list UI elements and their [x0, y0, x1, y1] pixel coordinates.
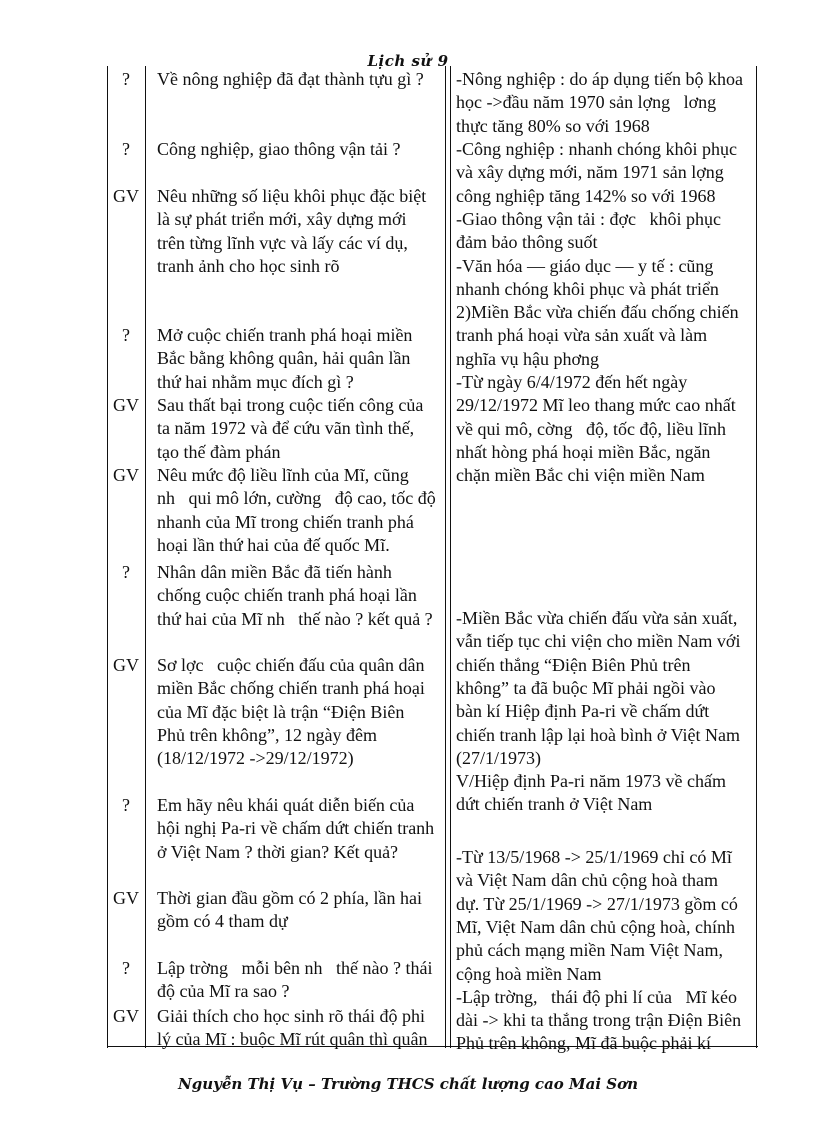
answer-line: -Từ 13/5/1968 -> 25/1/1969 chỉ có Mĩ — [456, 847, 732, 867]
answer-line: (27/1/1973) — [456, 747, 541, 768]
answer-line: -Miền Bắc vừa chiến đấu vừa sản xuất, — [456, 608, 738, 628]
answer-line: -Từ ngày 6/4/1972 đến hết ngày — [456, 372, 688, 392]
answer-line: phủ cách mạng miền Nam Việt Nam, — [456, 940, 724, 961]
question-line: tạo thế đàm phán — [157, 441, 281, 462]
row-label: ? — [122, 958, 130, 978]
answer-line: chiến tranh lập lại hoà bình ở Việt Nam — [456, 724, 741, 745]
answer-line: học ->đầu năm 1970 sản lợng lơng — [456, 92, 717, 113]
question-line: Giải thích cho học sinh rõ thái độ phi — [157, 1006, 425, 1026]
row-label: ? — [122, 69, 130, 89]
question-line: của Mĩ đặc biệt là trận “Điện Biên — [157, 701, 405, 722]
question-line: Phủ trên không”, 12 ngày đêm — [157, 724, 377, 745]
answer-line: dự. Từ 25/1/1969 -> 27/1/1973 gồm có — [456, 893, 738, 914]
question-line: Lập trờng mỗi bên nh thế nào ? thái — [157, 958, 433, 978]
answer-line: Phủ trên không, Mĩ đã buộc phải kí — [456, 1033, 711, 1054]
question-line: độ của Mĩ ra sao ? — [157, 981, 290, 1002]
question-line: hoại lần thứ hai của đế quốc Mĩ. — [157, 534, 390, 555]
question-line: nh qui mô lớn, cường độ cao, tốc độ — [157, 488, 436, 509]
question-line: thứ hai của Mĩ nh thế nào ? kết quả ? — [157, 608, 433, 629]
row-label: GV — [113, 395, 139, 415]
answer-line: thực tăng 80% so với 1968 — [456, 115, 650, 136]
question-line: chống cuộc chiến tranh phá hoại lần — [157, 585, 417, 606]
row-label: GV — [113, 186, 139, 206]
row-label: GV — [113, 465, 139, 485]
row-label: ? — [122, 325, 130, 345]
row-label: ? — [122, 562, 130, 582]
question-line: là sự phát triển mới, xây dựng mới — [157, 209, 407, 230]
table-border-right — [756, 66, 757, 1048]
question-line: gồm có 4 tham dự — [157, 911, 288, 932]
question-line: tranh ảnh cho học sinh rõ — [157, 255, 340, 276]
question-line: nhanh của Mĩ trong chiến tranh phá — [157, 511, 414, 532]
row-label: ? — [122, 795, 130, 815]
answer-line: không” ta đã buộc Mĩ phải ngồi vào — [456, 677, 716, 698]
answer-line: cộng hoà miền Nam — [456, 963, 602, 984]
answer-line: Mĩ, Việt Nam dân chủ cộng hoà, chính — [456, 916, 736, 937]
answer-line: -Lập trờng, thái độ phi lí của Mĩ kéo — [456, 986, 737, 1007]
answer-line: dài -> khi ta thắng trong trận Điện Biên — [456, 1010, 742, 1031]
row-label: ? — [122, 139, 130, 159]
answer-line: nhanh chóng khôi phục và phát triển — [456, 278, 719, 299]
answer-line: dứt chiến tranh ở Việt Nam — [456, 794, 653, 815]
question-line: miền Bắc chống chiến tranh phá hoại — [157, 678, 425, 699]
answer-line: nghĩa vụ hậu phơng — [456, 348, 599, 369]
row-label: GV — [113, 655, 139, 675]
answer-line: về qui mô, cờng độ, tốc độ, liều lĩnh — [456, 418, 726, 439]
question-line: Sau thất bại trong cuộc tiến công của — [157, 395, 424, 415]
answer-line: -Nông nghiệp : do áp dụng tiến bộ khoa — [456, 69, 743, 89]
question-line: trên từng lĩnh vực và lấy các ví dụ, — [157, 232, 408, 253]
question-line: Thời gian đầu gồm có 2 phía, lần hai — [157, 888, 422, 908]
question-line: Bắc bằng không quân, hải quân lần — [157, 348, 411, 369]
question-line: Nhân dân miền Bắc đã tiến hành — [157, 562, 392, 582]
question-line: (18/12/1972 ->29/12/1972) — [157, 748, 354, 769]
answer-line: V/Hiệp định Pa-ri năm 1973 về chấm — [456, 771, 726, 792]
answer-line: và xây dựng mới, năm 1971 sản lợng — [456, 162, 724, 183]
question-line: lý của Mĩ : buộc Mĩ rút quân thì quân — [157, 1029, 428, 1050]
answer-line: 29/12/1972 Mĩ leo thang mức cao nhất — [456, 395, 736, 416]
question-line: Nêu những số liệu khôi phục đặc biệt — [157, 186, 427, 206]
question-line: Em hãy nêu khái quát diễn biến của — [157, 795, 415, 815]
question-line: ở Việt Nam ? thời gian? Kết quả? — [157, 841, 399, 862]
row-label: GV — [113, 1006, 139, 1026]
answer-line: vẫn tiếp tục chi viện cho miền Nam với — [456, 631, 741, 652]
answer-line: chiến thắng “Điện Biên Phủ trên — [456, 654, 691, 675]
answer-line: công nghiệp tăng 142% so với 1968 — [456, 185, 716, 206]
row-label: GV — [113, 888, 139, 908]
answer-line: -Giao thông vận tải : đợc khôi phục — [456, 208, 721, 229]
answer-line: bàn kí Hiệp định Pa-ri về chấm dứt — [456, 701, 710, 722]
answer-line: và Việt Nam dân chủ cộng hoà tham — [456, 870, 719, 891]
answer-line: tranh phá hoại vừa sản xuất và làm — [456, 325, 708, 346]
answer-line: -Công nghiệp : nhanh chóng khôi phục — [456, 139, 737, 159]
question-line: ta năm 1972 và để cứu vãn tình thế, — [157, 418, 415, 439]
question-line: hội nghị Pa-ri về chấm dứt chiến tranh — [157, 818, 435, 839]
answer-line: chặn miền Bắc chi viện miền Nam — [456, 465, 705, 486]
page-header: Lịch sử 9 — [367, 52, 449, 70]
table-divider-double — [445, 66, 451, 1048]
question-line: Mở cuộc chiến tranh phá hoại miền — [157, 325, 413, 345]
answer-line: -Văn hóa — giáo dục — y tế : cũng — [456, 255, 714, 276]
page-footer: Nguyễn Thị Vụ – Trường THCS chất lượng cao Mai Sơn — [178, 1075, 638, 1093]
question-line: Về nông nghiệp đã đạt thành tựu gì ? — [157, 69, 424, 89]
question-line: Nêu mức độ liều lĩnh của Mĩ, cũng — [157, 465, 409, 485]
question-line: Công nghiệp, giao thông vận tải ? — [157, 139, 401, 159]
answer-line: 2)Miền Bắc vừa chiến đấu chống chiến — [456, 302, 739, 323]
question-line: Sơ lợc cuộc chiến đấu của quân dân — [157, 655, 425, 675]
question-line: thứ hai nhằm mục đích gì ? — [157, 371, 354, 392]
answer-line: đảm bảo thông suốt — [456, 232, 598, 253]
table-divider-label — [145, 66, 146, 1048]
answer-line: nhất hòng phá hoại miền Bắc, ngăn — [456, 441, 711, 462]
